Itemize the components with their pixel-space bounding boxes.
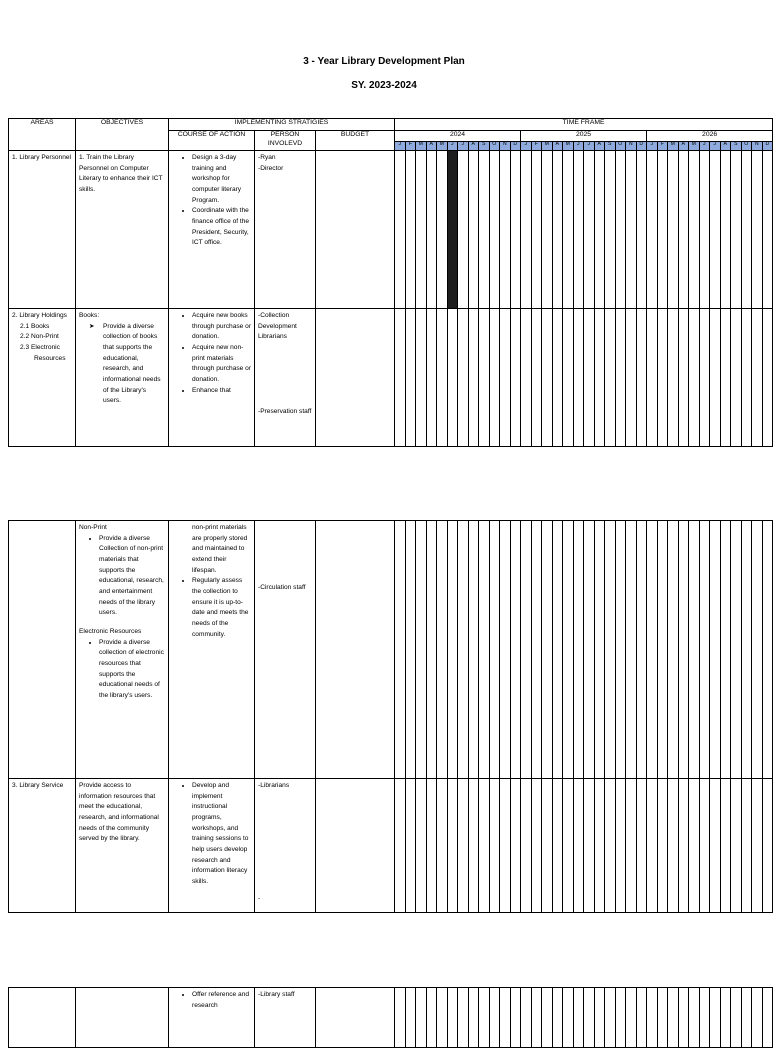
action-item: • Enhance that <box>192 386 251 397</box>
month-cell <box>395 779 406 913</box>
month-cell <box>752 779 763 913</box>
month-cell <box>573 521 584 779</box>
month-cell <box>762 988 773 1048</box>
year-header: 2026 <box>647 131 773 142</box>
month-cell <box>542 521 553 779</box>
month-cell <box>447 309 458 447</box>
month-cell <box>458 309 469 447</box>
area-personnel: 1. Library Personnel <box>12 154 72 161</box>
month-cell <box>720 521 731 779</box>
books-objective: Provide a diverse collection of books that supports the educational, research, and informational needs of the Library's users. <box>103 322 161 405</box>
header-course: COURSE OF ACTION <box>169 131 255 151</box>
month-cell <box>468 521 479 779</box>
month-cell <box>626 151 637 309</box>
person-item: -Director <box>258 164 284 172</box>
month-cell <box>437 988 448 1048</box>
month-cell <box>458 151 469 309</box>
month-cell <box>405 988 416 1048</box>
month-header: A <box>678 142 689 151</box>
month-cell <box>563 521 574 779</box>
objective-service: Provide access to information resources that meet the educational, research, and informational needs of the community served by the library. <box>79 782 159 843</box>
header-person: PERSON INVOLEVD <box>255 131 316 151</box>
month-cell <box>647 151 658 309</box>
month-header: F <box>531 142 542 151</box>
month-cell <box>489 988 500 1048</box>
budget-cell <box>316 521 395 779</box>
month-cell <box>468 779 479 913</box>
course-cell <box>169 988 255 1048</box>
month-cell <box>447 521 458 779</box>
month-cell <box>678 309 689 447</box>
month-cell <box>678 779 689 913</box>
course-cell <box>169 151 255 309</box>
month-cell <box>668 988 679 1048</box>
person-cell <box>255 988 316 1048</box>
objective-cell <box>76 151 169 309</box>
month-cell <box>689 151 700 309</box>
month-cell <box>752 521 763 779</box>
electronic-label: Electronic Resources <box>79 628 142 636</box>
month-cell <box>647 779 658 913</box>
course-cell <box>169 521 255 779</box>
month-cell <box>605 521 616 779</box>
timeline-bar <box>447 151 458 309</box>
budget-cell <box>316 309 395 447</box>
month-cell <box>615 521 626 779</box>
month-cell <box>657 151 668 309</box>
month-cell <box>710 521 721 779</box>
month-cell <box>468 309 479 447</box>
month-cell <box>657 309 668 447</box>
month-cell <box>552 521 563 779</box>
month-cell <box>615 779 626 913</box>
month-cell <box>552 309 563 447</box>
action-item: • Design a 3-day training and workshop for computer literary Program. <box>192 153 251 206</box>
month-cell <box>531 151 542 309</box>
month-cell <box>416 309 427 447</box>
month-header: N <box>626 142 637 151</box>
nonprint-label: Non-Print <box>79 524 107 531</box>
month-cell <box>500 151 511 309</box>
month-cell <box>405 151 416 309</box>
month-cell <box>521 309 532 447</box>
month-cell <box>479 151 490 309</box>
month-header: M <box>563 142 574 151</box>
month-header: M <box>668 142 679 151</box>
header-objectives: OBJECTIVES <box>76 119 169 151</box>
month-cell <box>647 309 658 447</box>
month-cell <box>395 151 406 309</box>
month-header: J <box>584 142 595 151</box>
area-cell <box>9 521 76 779</box>
month-cell <box>458 988 469 1048</box>
month-cell <box>689 988 700 1048</box>
month-cell <box>552 151 563 309</box>
month-cell <box>395 521 406 779</box>
month-cell <box>615 988 626 1048</box>
year-header: 2024 <box>395 131 521 142</box>
month-cell <box>426 779 437 913</box>
month-header: J <box>699 142 710 151</box>
month-cell <box>731 779 742 913</box>
month-cell <box>426 309 437 447</box>
month-cell <box>626 779 637 913</box>
month-cell <box>636 988 647 1048</box>
month-cell <box>762 521 773 779</box>
person-item: -Library staff <box>258 991 295 998</box>
month-cell <box>416 988 427 1048</box>
books-label: Books: <box>79 312 100 319</box>
month-cell <box>489 309 500 447</box>
month-cell <box>752 309 763 447</box>
month-cell <box>647 988 658 1048</box>
month-cell <box>731 521 742 779</box>
month-cell <box>689 521 700 779</box>
month-header: M <box>689 142 700 151</box>
month-cell <box>479 988 490 1048</box>
action-item: • Coordinate with the finance office of the President, Security, ICT office. <box>192 206 251 249</box>
month-cell <box>615 151 626 309</box>
month-cell <box>741 521 752 779</box>
month-cell <box>500 521 511 779</box>
area-cell <box>9 988 76 1048</box>
plan-table-page3 <box>8 987 773 1048</box>
month-cell <box>437 151 448 309</box>
objective-cell <box>76 309 169 447</box>
plan-table-page1 <box>8 118 773 447</box>
month-cell <box>584 988 595 1048</box>
month-cell <box>510 988 521 1048</box>
month-cell <box>584 151 595 309</box>
month-cell <box>405 521 416 779</box>
area-service: 3. Library Service <box>12 782 64 789</box>
month-cell <box>594 151 605 309</box>
month-header: A <box>468 142 479 151</box>
month-cell <box>720 988 731 1048</box>
month-cell <box>657 988 668 1048</box>
month-cell <box>531 988 542 1048</box>
month-cell <box>573 779 584 913</box>
month-cell <box>699 988 710 1048</box>
subarea-item: Resources <box>34 354 66 362</box>
objective-cell <box>76 779 169 913</box>
month-cell <box>605 779 616 913</box>
month-cell <box>741 309 752 447</box>
month-cell <box>447 779 458 913</box>
month-cell <box>437 521 448 779</box>
month-cell <box>573 151 584 309</box>
month-cell <box>510 309 521 447</box>
month-cell <box>668 151 679 309</box>
month-cell <box>636 779 647 913</box>
month-cell <box>500 309 511 447</box>
person-cell <box>255 309 316 447</box>
person-item: -Collection Development Librarians <box>258 312 297 341</box>
month-cell <box>699 779 710 913</box>
month-cell <box>426 521 437 779</box>
month-cell <box>584 521 595 779</box>
month-header: A <box>426 142 437 151</box>
budget-cell <box>316 988 395 1048</box>
month-header: M <box>437 142 448 151</box>
month-cell <box>668 521 679 779</box>
month-cell <box>710 309 721 447</box>
month-cell <box>437 779 448 913</box>
month-cell <box>563 309 574 447</box>
month-cell <box>626 309 637 447</box>
month-header: J <box>447 142 458 151</box>
month-cell <box>668 309 679 447</box>
month-cell <box>594 988 605 1048</box>
action-item: • Develop and implement instructional programs, workshops, and training sessions to help users develop research and information literacy skills. <box>192 781 251 888</box>
objective-cell <box>76 521 169 779</box>
month-cell <box>542 309 553 447</box>
person-cell <box>255 151 316 309</box>
month-header: S <box>605 142 616 151</box>
month-cell <box>741 988 752 1048</box>
month-cell <box>563 779 574 913</box>
month-header: J <box>647 142 658 151</box>
month-cell <box>626 521 637 779</box>
month-cell <box>479 779 490 913</box>
month-cell <box>563 151 574 309</box>
month-cell <box>615 309 626 447</box>
month-header: A <box>552 142 563 151</box>
month-header: M <box>416 142 427 151</box>
month-cell <box>552 779 563 913</box>
action-item: • Regularly assess the collection to ensure it is up-to-date and meets the needs of the community. <box>192 576 251 640</box>
month-cell <box>710 151 721 309</box>
header-implementing: IMPLEMENTING STRATIGIES <box>169 119 395 131</box>
month-cell <box>626 988 637 1048</box>
month-cell <box>468 988 479 1048</box>
month-cell <box>720 779 731 913</box>
month-cell <box>468 151 479 309</box>
month-cell <box>636 151 647 309</box>
month-cell <box>479 309 490 447</box>
month-cell <box>605 988 616 1048</box>
objective-personnel: 1. Train the Library Personnel on Computer Literary to enhance their ICT skills. <box>79 154 163 194</box>
month-cell <box>500 779 511 913</box>
month-cell <box>395 309 406 447</box>
month-cell <box>731 988 742 1048</box>
month-header: A <box>594 142 605 151</box>
month-cell <box>584 309 595 447</box>
month-cell <box>720 309 731 447</box>
subarea-item: 2.3 Electronic <box>20 344 60 352</box>
month-cell <box>458 779 469 913</box>
month-cell <box>594 779 605 913</box>
budget-cell <box>316 779 395 913</box>
month-cell <box>458 521 469 779</box>
subarea-item: 2.1 Books <box>20 322 50 330</box>
month-cell <box>741 151 752 309</box>
month-cell <box>542 779 553 913</box>
month-header: D <box>636 142 647 151</box>
month-cell <box>636 521 647 779</box>
month-cell <box>678 151 689 309</box>
month-cell <box>720 151 731 309</box>
action-item: • Acquire new non-print materials through purchase or donation. <box>192 343 251 386</box>
month-cell <box>573 988 584 1048</box>
header-areas: AREAS <box>9 119 76 151</box>
month-cell <box>699 151 710 309</box>
page-title: 3 - Year Library Development Plan <box>303 56 465 67</box>
month-header: D <box>762 142 773 151</box>
action-item: • Offer reference and research <box>192 990 251 1011</box>
month-cell <box>552 988 563 1048</box>
person-cell <box>255 779 316 913</box>
month-cell <box>668 779 679 913</box>
month-cell <box>395 988 406 1048</box>
month-cell <box>447 988 458 1048</box>
month-cell <box>510 521 521 779</box>
month-cell <box>699 521 710 779</box>
electronic-objective: • Provide a diverse collection of electronic resources that supports the educational needs of the library's users. <box>99 638 165 702</box>
month-header: D <box>510 142 521 151</box>
course-cell <box>169 779 255 913</box>
month-cell <box>521 779 532 913</box>
plan-table-page2 <box>8 520 773 913</box>
month-cell <box>489 151 500 309</box>
month-header: N <box>752 142 763 151</box>
month-header: J <box>458 142 469 151</box>
month-cell <box>521 151 532 309</box>
arrow-bullet-icon: ➤ <box>89 322 95 330</box>
month-cell <box>416 779 427 913</box>
month-cell <box>510 779 521 913</box>
month-cell <box>426 988 437 1048</box>
month-cell <box>542 151 553 309</box>
area-cell <box>9 309 76 447</box>
month-cell <box>657 779 668 913</box>
month-cell <box>521 988 532 1048</box>
month-cell <box>510 151 521 309</box>
month-cell <box>531 521 542 779</box>
month-header: N <box>500 142 511 151</box>
month-cell <box>573 309 584 447</box>
month-cell <box>762 151 773 309</box>
month-cell <box>405 779 416 913</box>
month-cell <box>521 521 532 779</box>
objective-cell <box>76 988 169 1048</box>
month-cell <box>584 779 595 913</box>
subarea-item: 2.2 Non-Print <box>20 333 59 341</box>
header-time-frame: TIME FRAME <box>395 119 773 131</box>
month-cell <box>657 521 668 779</box>
month-header: J <box>521 142 532 151</box>
month-header: F <box>657 142 668 151</box>
month-header: M <box>542 142 553 151</box>
month-cell <box>678 521 689 779</box>
month-header: A <box>720 142 731 151</box>
month-cell <box>500 988 511 1048</box>
month-header: J <box>710 142 721 151</box>
month-cell <box>563 988 574 1048</box>
action-item: • Acquire new books through purchase or donation. <box>192 311 251 343</box>
month-cell <box>426 151 437 309</box>
person-item: -Circulation staff <box>258 584 306 591</box>
month-cell <box>762 779 773 913</box>
month-cell <box>479 521 490 779</box>
person-item: - <box>258 894 261 902</box>
month-cell <box>647 521 658 779</box>
month-cell <box>752 988 763 1048</box>
month-cell <box>752 151 763 309</box>
month-cell <box>405 309 416 447</box>
person-cell <box>255 521 316 779</box>
month-header: O <box>741 142 752 151</box>
action-continued: non-print materials are properly stored and maintained to extend their lifespan. <box>192 524 248 574</box>
month-cell <box>594 309 605 447</box>
person-item: -Preservation staff <box>258 408 312 416</box>
area-cell <box>9 151 76 309</box>
month-cell <box>731 309 742 447</box>
month-cell <box>710 779 721 913</box>
month-cell <box>699 309 710 447</box>
month-cell <box>531 779 542 913</box>
year-header: 2025 <box>521 131 647 142</box>
course-cell <box>169 309 255 447</box>
month-header: O <box>489 142 500 151</box>
month-cell <box>689 779 700 913</box>
month-cell <box>416 521 427 779</box>
month-cell <box>678 988 689 1048</box>
month-header: J <box>395 142 406 151</box>
month-header: O <box>615 142 626 151</box>
month-cell <box>741 779 752 913</box>
page-subtitle: SY. 2023-2024 <box>351 80 417 91</box>
month-cell <box>636 309 647 447</box>
month-cell <box>689 309 700 447</box>
month-cell <box>731 151 742 309</box>
month-cell <box>605 309 616 447</box>
month-cell <box>531 309 542 447</box>
person-item: -Librarians <box>258 782 290 789</box>
month-header: J <box>573 142 584 151</box>
month-cell <box>594 521 605 779</box>
budget-cell <box>316 151 395 309</box>
person-item: -Ryan <box>258 154 276 161</box>
month-cell <box>605 151 616 309</box>
nonprint-objective: • Provide a diverse Collection of non-print materials that supports the educational, research, and entertainment needs of the library users. <box>99 534 165 619</box>
month-cell <box>489 779 500 913</box>
month-cell <box>416 151 427 309</box>
month-cell <box>489 521 500 779</box>
month-cell <box>437 309 448 447</box>
header-budget: BUDGET <box>316 131 395 151</box>
month-cell <box>542 988 553 1048</box>
month-header: S <box>731 142 742 151</box>
month-cell <box>762 309 773 447</box>
month-cell <box>710 988 721 1048</box>
month-header: F <box>405 142 416 151</box>
month-header: S <box>479 142 490 151</box>
area-cell <box>9 779 76 913</box>
area-holdings: 2. Library Holdings <box>12 312 67 319</box>
